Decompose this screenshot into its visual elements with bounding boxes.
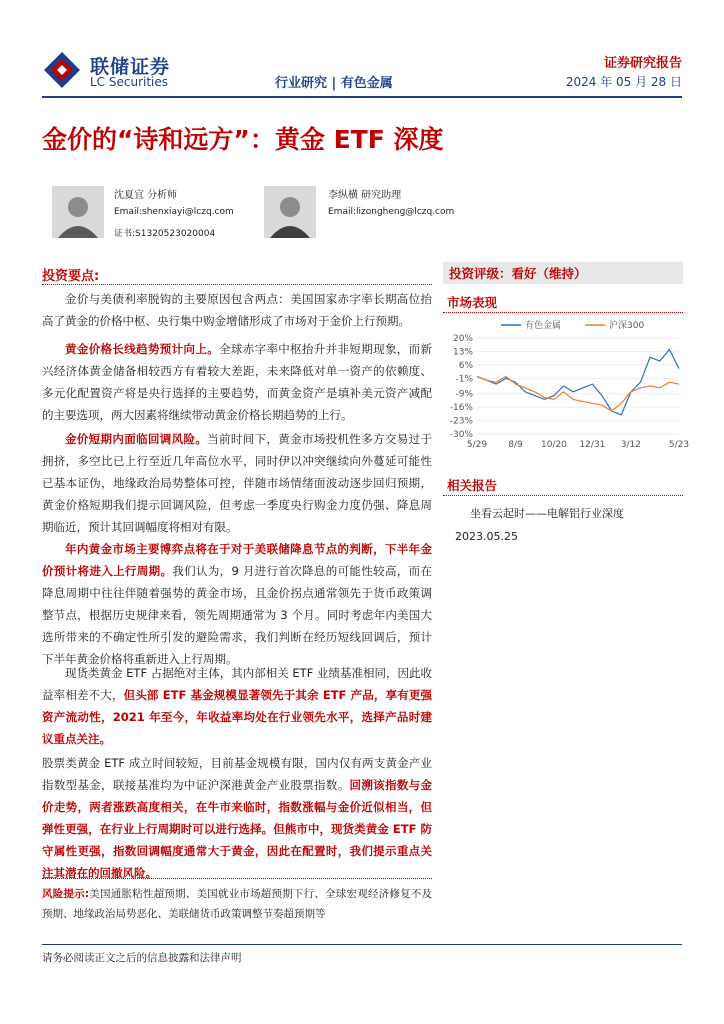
y-tick-label: -9% [455,389,473,400]
x-tick-label: 12/31 [579,440,606,450]
risk-divider [42,878,432,879]
market-performance-chart [443,316,690,456]
y-tick-label: -30% [449,430,473,440]
author-avatar [264,186,316,238]
investment-rating: 投资评级：看好（维持） [449,266,587,281]
x-tick-label: 3/12 [620,440,642,450]
y-tick-label: 13% [452,347,473,358]
summary-paragraph: 黄金价格长线趋势预计向上。全球赤字率中枢抬升并非短期现象，而新兴经济体黄金储备相较西方有着较大差距，未来降低对单一资产的依赖度、多元化配置资产将是央行选择的主要趋势，而黄金资产是填补美元资产减配的主要选项，两大因素将继续带动黄金价格长期趋势的上行。 [42,342,433,422]
report-title: 金价的“诗和远方”：黄金 ETF 深度 [42,125,444,154]
footer-disclaimer: 请务必阅读正文之后的信息披露和法律声明 [42,952,242,964]
summary-heading: 投资要点: [42,269,100,284]
y-tick-label: -16% [449,403,473,414]
report-category: 行业研究 | 有色金属 [275,76,393,91]
related-divider [443,495,683,496]
report-date: 2024 年 05 月 28 日 [565,75,682,89]
author-name: 沈夏宜 分析师 [114,190,178,201]
related-heading: 相关报告 [447,478,498,493]
summary-paragraph: 金价与美债利率脱钩的主要原因包含两点：美国国家赤字率长期高位抬高了黄金的价格中枢、央行集中购金增储形成了市场对于金价上行预期。 [42,292,432,328]
author-avatar [52,186,104,238]
market-heading: 市场表现 [447,295,498,310]
lc-logo-icon [42,50,82,90]
x-tick-label: 5/29 [466,440,488,450]
author-email[interactable]: Email:lizongheng@lczq.com [328,207,455,217]
author-name: 李纵横 研究助理 [328,190,402,201]
footer-divider [42,944,682,945]
summary-paragraph: 股票类黄金 ETF 成立时间较短，目前基金规模有限，国内仅有两支黄金产业指数型基金，联接基准均为中证沪深港黄金产业股票指数。回溯该指数与金价走势，两者涨跌高度相关，在牛市来临时，指数涨幅与金价近似相当，但弹性更强，在行业上行周期时可以进行选择。但熊市中，现货类黄金 ETF 防守属性更强，指数回调幅度通常大于黄金，因此在配置时，我们提示重点关注其潜在的回撤风险。 [42,756,432,880]
x-tick-label: 10/20 [540,440,567,450]
risk-warning: 风险提示:美国通胀粘性超预期、美国就业市场超预期下行、全球宏观经济修复不及预期、地缘政治局势恶化、美联储货币政策调整节奏超预期等 [42,888,433,920]
y-tick-label: 20% [452,334,473,344]
author-cert: 证书:S1320523020004 [114,229,216,239]
doc-type: 证券研究报告 [603,56,682,71]
y-tick-label: -1% [455,374,473,385]
author-email[interactable]: Email:shenxiayi@lczq.com [114,207,234,217]
series-line-nonferrous [477,350,679,415]
related-report-date: 2023.05.25 [455,530,518,543]
y-tick-label: -23% [449,416,473,427]
brand-name-cn: 联储证券 [90,56,171,78]
x-tick-label: 5/23 [668,440,690,450]
summary-paragraph: 现货类黄金 ETF 占据绝对主体，其内部相关 ETF 业绩基准相同，因此收益率相差不大，但头部 ETF 基金规模显著领先于其余 ETF 产品，享有更强资产流动性，2021 年至今，年收益率均处在行业领先水平，选择产品时建议重点关注。 [42,666,433,746]
legend-label-nonferrous: 有色金属 [525,321,562,331]
y-tick-label: 6% [458,360,473,371]
summary-paragraph: 金价短期内面临回调风险。当前时间下，黄金市场投机性多方交易过于拥挤，多空比已上行至近几年高位水平，同时伊以冲突继续向外蔓延可能性已基本证伪，地缘政治局势整体可控，伴随市场情绪面波动逐步回归预期，黄金价格短期我们提示回调风险，但考虑一季度央行购金力度仍强、降息周期临近，预计其回调幅度将相对有限。 [42,432,433,534]
market-divider [443,312,683,313]
header-divider [42,96,682,98]
related-report-title[interactable]: 坐看云起时——电解铝行业深度 [470,507,624,520]
legend-label-hs300: 沪深300 [609,321,645,331]
x-tick-label: 8/9 [508,440,523,450]
brand-name-en: LC Securities [90,75,169,89]
summary-divider [42,284,432,285]
summary-paragraph: 年内黄金市场主要博弈点将在于对于美联储降息节点的判断，下半年金价预计将进入上行周期。我们认为，9 月进行首次降息的可能性较高，而在降息周期中往往伴随着强势的黄金市场，且金价拐点通常领先于货币政策调整节点，根据历史规律来看，领先周期通常为 3 个月。同时考虑年内美国大选所带来的不确定性所引发的避险需求，我们判断在经历短线回调后，预计下半年黄金价格将重新进入上行周期。 [42,542,432,666]
